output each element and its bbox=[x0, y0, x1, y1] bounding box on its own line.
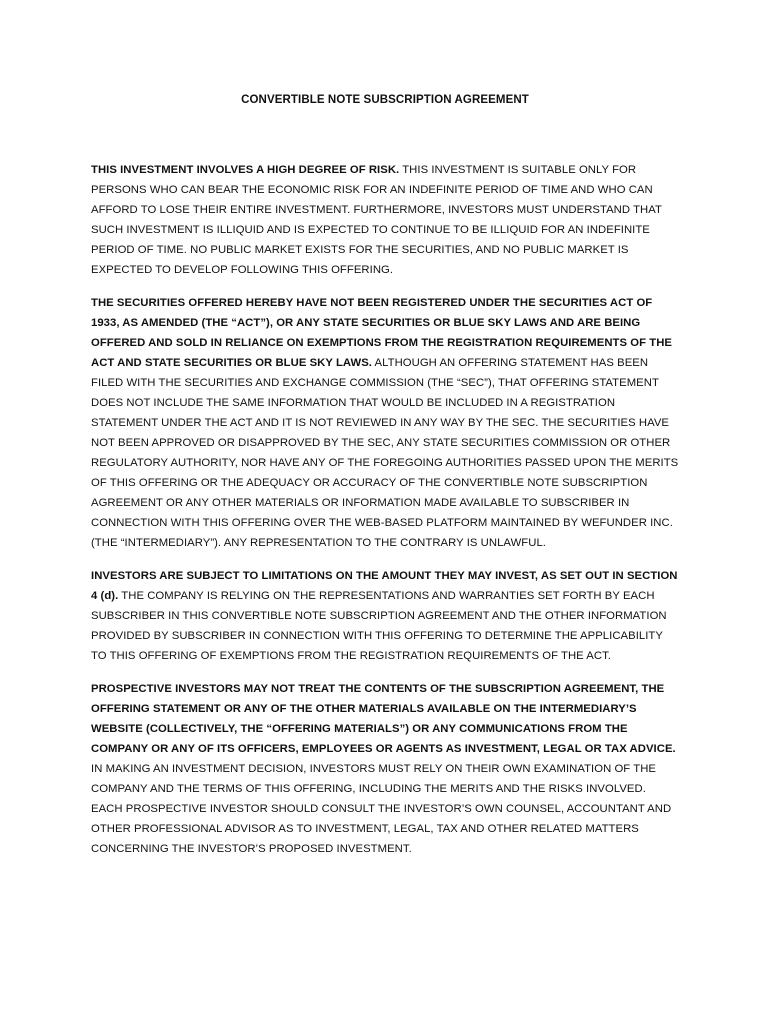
registration-paragraph-heading: THE SECURITIES OFFERED HEREBY HAVE NOT BEEN REGISTERED UNDER THE SECURITIES ACT OF 1933, AS AMENDED (THE “ACT”), OR ANY STATE SECURITIES OR BLUE SKY LAWS AND ARE BEING OFFERED AND SOLD IN RELIANCE ON EXEMPTIONS FROM THE REGISTRATION REQUIREMENTS OF THE ACT AND STATE SECURITIES OR BLUE SKY LAWS. bbox=[91, 297, 672, 369]
document-title: CONVERTIBLE NOTE SUBSCRIPTION AGREEMENT bbox=[241, 94, 529, 106]
registration-paragraph-text: ALTHOUGH AN OFFERING STATEMENT HAS BEEN FILED WITH THE SECURITIES AND EXCHANGE COMMISSION (THE “SEC”), THAT OFFERING STATEMENT DOES NOT INCLUDE THE SAME INFORMATION THAT WOULD BE INCLUDED IN A REGISTRATION STATEMENT UNDER THE ACT AND IT IS NOT REVIEWED IN ANY WAY BY THE SEC. THE SECURITIES HAVE NOT BEEN APPROVED OR DISAPPROVED BY THE SEC, ANY STATE SECURITIES COMMISSION OR OTHER REGULATORY AUTHORITY, NOR HAVE ANY OF THE FOREGOING AUTHORITIES PASSED UPON THE MERITS OF THIS OFFERING OR THE ADEQUACY OR ACCURACY OF THE CONVERTIBLE NOTE SUBSCRIPTION AGREEMENT OR ANY OTHER MATERIALS OR INFORMATION MADE AVAILABLE TO SUBSCRIBER IN CONNECTION WITH THIS OFFERING OVER THE WEB-BASED PLATFORM MAINTAINED BY WEFUNDER INC. (THE “INTERMEDIARY”). ANY REPRESENTATION TO THE CONTRARY IS UNLAWFUL. bbox=[91, 357, 679, 549]
advice-paragraph bbox=[91, 679, 679, 859]
limitations-paragraph-heading: INVESTORS ARE SUBJECT TO LIMITATIONS ON THE AMOUNT THEY MAY INVEST, AS SET OUT IN SECTION 4 (d). bbox=[91, 570, 678, 602]
risk-paragraph bbox=[91, 160, 679, 280]
advice-paragraph-text: IN MAKING AN INVESTMENT DECISION, INVESTORS MUST RELY ON THEIR OWN EXAMINATION OF THE COMPANY AND THE TERMS OF THIS OFFERING, INCLUDING THE MERITS AND THE RISKS INVOLVED. EACH PROSPECTIVE INVESTOR SHOULD CONSULT THE INVESTOR’S OWN COUNSEL, ACCOUNTANT AND OTHER PROFESSIONAL ADVISOR AS TO INVESTMENT, LEGAL, TAX AND OTHER RELATED MATTERS CONCERNING THE INVESTOR’S PROPOSED INVESTMENT. bbox=[91, 763, 672, 855]
limitations-paragraph bbox=[91, 566, 679, 666]
advice-paragraph-heading: PROSPECTIVE INVESTORS MAY NOT TREAT THE CONTENTS OF THE SUBSCRIPTION AGREEMENT, THE OFFERING STATEMENT OR ANY OF THE OTHER MATERIALS AVAILABLE ON THE INTERMEDIARY’S WEBSITE (COLLECTIVELY, THE “OFFERING MATERIALS”) OR ANY COMMUNICATIONS FROM THE COMPANY OR ANY OF ITS OFFICERS, EMPLOYEES OR AGENTS AS INVESTMENT, LEGAL OR TAX ADVICE. bbox=[91, 683, 676, 755]
registration-paragraph bbox=[91, 293, 679, 553]
limitations-paragraph-text: THE COMPANY IS RELYING ON THE REPRESENTATIONS AND WARRANTIES SET FORTH BY EACH SUBSCRIBER IN THIS CONVERTIBLE NOTE SUBSCRIPTION AGREEMENT AND THE OTHER INFORMATION PROVIDED BY SUBSCRIBER IN CONNECTION WITH THIS OFFERING TO DETERMINE THE APPLICABILITY TO THIS OFFERING OF EXEMPTIONS FROM THE REGISTRATION REQUIREMENTS OF THE ACT. bbox=[91, 590, 667, 662]
risk-paragraph-heading: THIS INVESTMENT INVOLVES A HIGH DEGREE OF RISK. bbox=[91, 164, 400, 176]
risk-paragraph-text: THIS INVESTMENT IS SUITABLE ONLY FOR PERSONS WHO CAN BEAR THE ECONOMIC RISK FOR AN INDEFINITE PERIOD OF TIME AND WHO CAN AFFORD TO LOSE THEIR ENTIRE INVESTMENT. FURTHERMORE, INVESTORS MUST UNDERSTAND THAT SUCH INVESTMENT IS ILLIQUID AND IS EXPECTED TO CONTINUE TO BE ILLIQUID FOR AN INDEFINITE PERIOD OF TIME. NO PUBLIC MARKET EXISTS FOR THE SECURITIES, AND NO PUBLIC MARKET IS EXPECTED TO DEVELOP FOLLOWING THIS OFFERING. bbox=[91, 164, 662, 276]
document-body bbox=[91, 160, 679, 872]
